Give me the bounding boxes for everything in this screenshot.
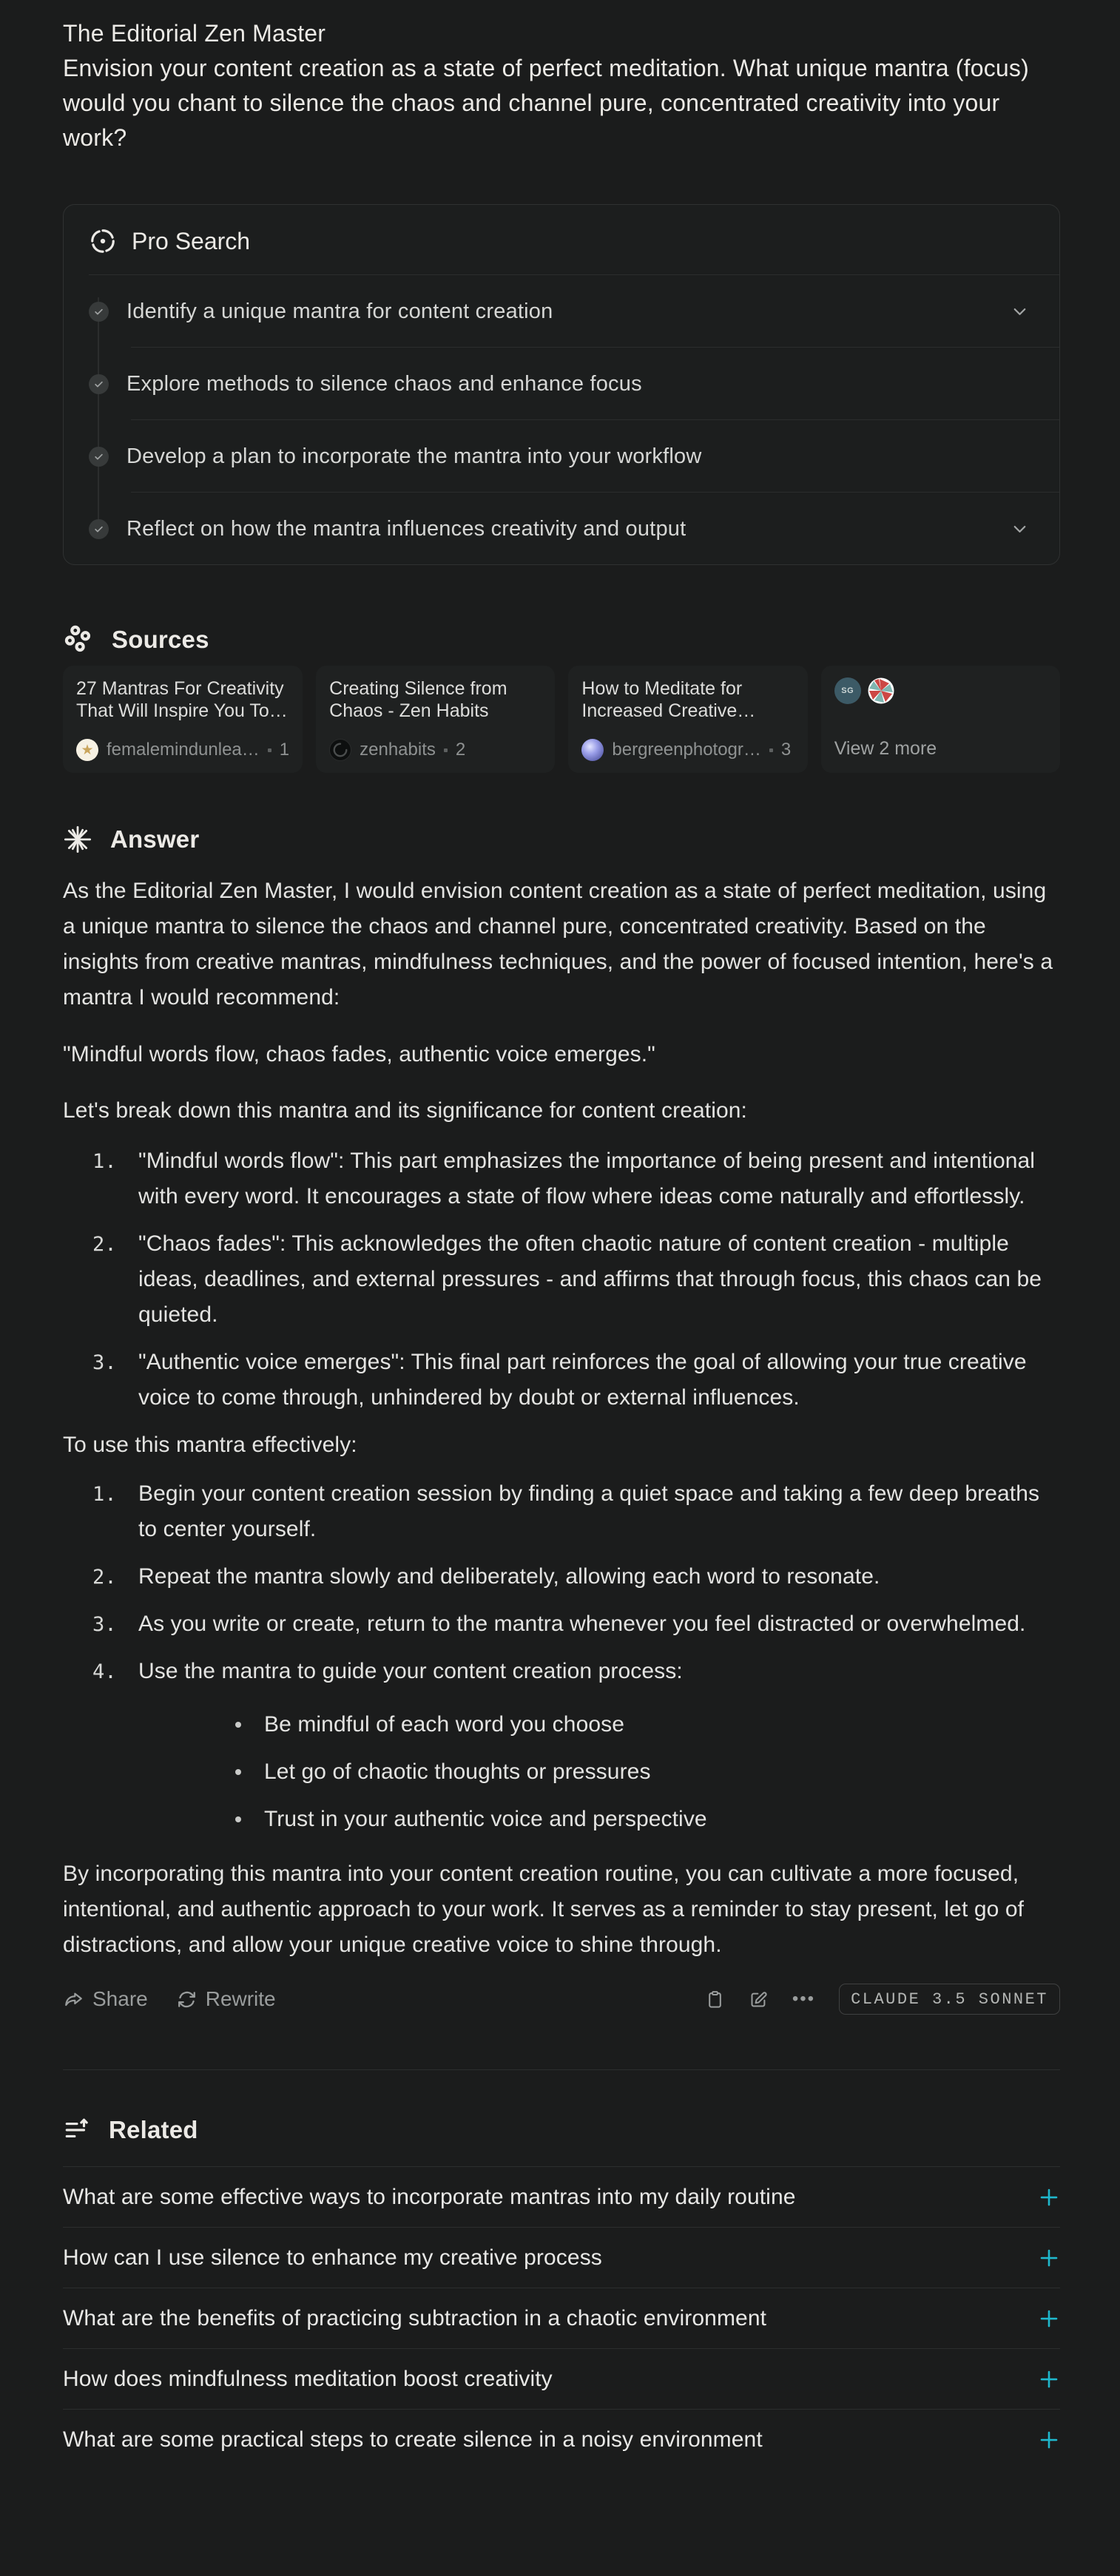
favicon-enso-icon <box>329 739 351 761</box>
share-button[interactable] <box>63 1987 148 2011</box>
list-item: Repeat the mantra slowly and deliberately, allowing each word to resonate. <box>138 1564 880 1589</box>
pro-search-swirl-icon <box>89 227 117 255</box>
source-card[interactable] <box>63 666 303 773</box>
source-cards <box>63 666 1060 773</box>
rewrite-icon <box>176 1989 198 2010</box>
view-more-label: View 2 more <box>834 738 937 759</box>
source-card[interactable] <box>316 666 555 773</box>
plus-icon[interactable] <box>1038 2429 1060 2451</box>
model-badge[interactable]: CLAUDE 3.5 SONNET <box>839 1984 1060 2015</box>
share-icon <box>63 1989 84 2010</box>
pro-search-step[interactable] <box>64 275 1059 347</box>
source-domain: femalemindunlea… <box>107 740 260 760</box>
related-item[interactable] <box>63 2409 1060 2469</box>
pro-search-step[interactable] <box>64 420 1059 492</box>
favicon-star-icon: ★ <box>76 739 98 761</box>
related-question: What are some practical steps to create silence in a noisy environment <box>63 2427 763 2452</box>
answer-mantra: "Mindful words flow, chaos fades, authentic voice emerges." <box>63 1042 655 1066</box>
plus-icon[interactable] <box>1038 2247 1060 2269</box>
usage-list <box>63 1476 1060 1837</box>
dot-separator <box>444 748 448 752</box>
dot-separator <box>769 748 773 752</box>
pro-search-step[interactable] <box>64 348 1059 419</box>
answer-usage-intro: To use this mantra effectively: <box>63 1433 357 1457</box>
favicon-sg-icon: SG <box>834 677 861 704</box>
related-item[interactable] <box>63 2288 1060 2348</box>
check-circle-icon <box>89 302 109 322</box>
source-title: How to Meditate for Increased Creative… <box>581 678 756 721</box>
rewrite-label: Rewrite <box>205 1987 276 2010</box>
related-item[interactable] <box>63 2227 1060 2288</box>
view-more-card[interactable] <box>821 666 1060 773</box>
related-question: What are the benefits of practicing subtraction in a chaotic environment <box>63 2305 767 2330</box>
list-item: As you write or create, return to the mantra whenever you feel distracted or overwhelmed. <box>138 1612 1026 1636</box>
rewrite-button[interactable] <box>176 1987 276 2011</box>
sources-icon <box>63 624 94 655</box>
sources-title: Sources <box>112 626 209 653</box>
pro-search-card <box>63 204 1060 565</box>
source-index: 1 <box>279 740 290 760</box>
plus-icon[interactable] <box>1038 2308 1060 2330</box>
related-item[interactable] <box>63 2166 1060 2227</box>
list-item: Begin your content creation session by finding a quiet space and taking a few deep breaths to center yourself. <box>138 1481 1040 1541</box>
list-item: Trust in your authentic voice and perspective <box>138 1802 1060 1837</box>
favicon-orb-icon <box>581 739 604 761</box>
answer-body <box>63 873 1060 1963</box>
check-circle-icon <box>89 374 109 394</box>
answer-title: Answer <box>110 825 200 853</box>
chevron-down-icon[interactable] <box>1010 302 1030 322</box>
source-card[interactable] <box>568 666 807 773</box>
query-body: Envision your content creation as a state of perfect meditation. What unique mantra (focus) would you chant to silence the chaos and channel pure, concentrated creativity into your work? <box>63 55 1029 151</box>
more-options-button[interactable]: ••• <box>792 1989 816 2009</box>
dot-separator <box>268 748 271 752</box>
step-label: Explore methods to silence chaos and enhance focus <box>126 371 642 396</box>
pro-search-title: Pro Search <box>132 227 251 254</box>
list-item: Be mindful of each word you choose <box>138 1707 1060 1742</box>
pro-search-steps <box>64 275 1059 564</box>
related-question: How can I use silence to enhance my creative process <box>63 2245 602 2270</box>
plus-icon[interactable] <box>1038 2368 1060 2390</box>
source-title: Creating Silence from Chaos - Zen Habits <box>329 678 507 721</box>
related-list <box>63 2166 1060 2469</box>
list-item: Let go of chaotic thoughts or pressures <box>138 1754 1060 1790</box>
list-item-text: Use the mantra to guide your content creation process: <box>138 1659 683 1683</box>
step-label: Identify a unique mantra for content creation <box>126 299 553 323</box>
breakdown-list <box>63 1143 1060 1416</box>
check-circle-icon <box>89 447 109 467</box>
favicon-mosaic-icon <box>868 677 894 704</box>
related-icon <box>63 2116 91 2144</box>
sources-section <box>63 624 1060 773</box>
chevron-down-icon[interactable] <box>1010 519 1030 539</box>
answer-action-bar <box>63 1981 1060 2018</box>
plus-icon[interactable] <box>1038 2186 1060 2208</box>
source-index: 3 <box>780 740 792 760</box>
list-item: "Authentic voice emerges": This final part reinforces the goal of allowing your true creative voice to come through, unhindered by doubt or external influences. <box>138 1350 1027 1410</box>
answer-breakdown-intro: Let's break down this mantra and its significance for content creation: <box>63 1098 747 1123</box>
edit-button[interactable] <box>749 1990 769 2009</box>
check-circle-icon <box>89 519 109 539</box>
related-question: How does mindfulness meditation boost creativity <box>63 2366 553 2391</box>
list-item: "Mindful words flow": This part emphasizes the importance of being present and intentional with every word. It encourages a state of flow where ideas come naturally and effortlessly. <box>138 1149 1036 1208</box>
source-title: 27 Mantras For Creativity That Will Inspire You To… <box>76 678 288 721</box>
answer-intro: As the Editorial Zen Master, I would envision content creation as a state of perfect meditation, using a unique mantra to silence the chaos and channel pure, concentrated creativity. Based on the insights from creative mantras, mindfulness techniques, and the power of focused intention, here's a mantra I would recommend: <box>63 879 1053 1010</box>
query-title: The Editorial Zen Master <box>63 20 326 47</box>
answer-outro: By incorporating this mantra into your content creation routine, you can cultivate a more focused, intentional, and authentic approach to your work. It serves as a reminder to stay present, let go of distractions, and allow your unique creative voice to shine through. <box>63 1862 1025 1957</box>
answer-star-icon <box>63 825 92 854</box>
list-item: "Chaos fades": This acknowledges the often chaotic nature of content creation - multiple ideas, deadlines, and external pressures - and affirms that through focus, this chaos can be quieted. <box>138 1231 1042 1327</box>
usage-sublist <box>138 1707 1060 1837</box>
step-label: Develop a plan to incorporate the mantra into your workflow <box>126 444 702 468</box>
answer-section <box>63 825 1060 2018</box>
source-domain: zenhabits <box>360 740 436 760</box>
list-item <box>63 1654 1060 1837</box>
share-label: Share <box>92 1987 148 2010</box>
pro-search-header <box>64 205 1059 274</box>
related-section <box>63 2116 1060 2469</box>
divider <box>63 2069 1060 2070</box>
related-item[interactable] <box>63 2348 1060 2409</box>
related-title: Related <box>109 2116 198 2143</box>
step-label: Reflect on how the mantra influences creativity and output <box>126 516 686 541</box>
related-question: What are some effective ways to incorporate mantras into my daily routine <box>63 2184 796 2209</box>
pro-search-step[interactable] <box>64 493 1059 564</box>
source-domain: bergreenphotogr… <box>612 740 761 760</box>
source-index: 2 <box>455 740 466 760</box>
copy-button[interactable] <box>705 1990 725 2009</box>
